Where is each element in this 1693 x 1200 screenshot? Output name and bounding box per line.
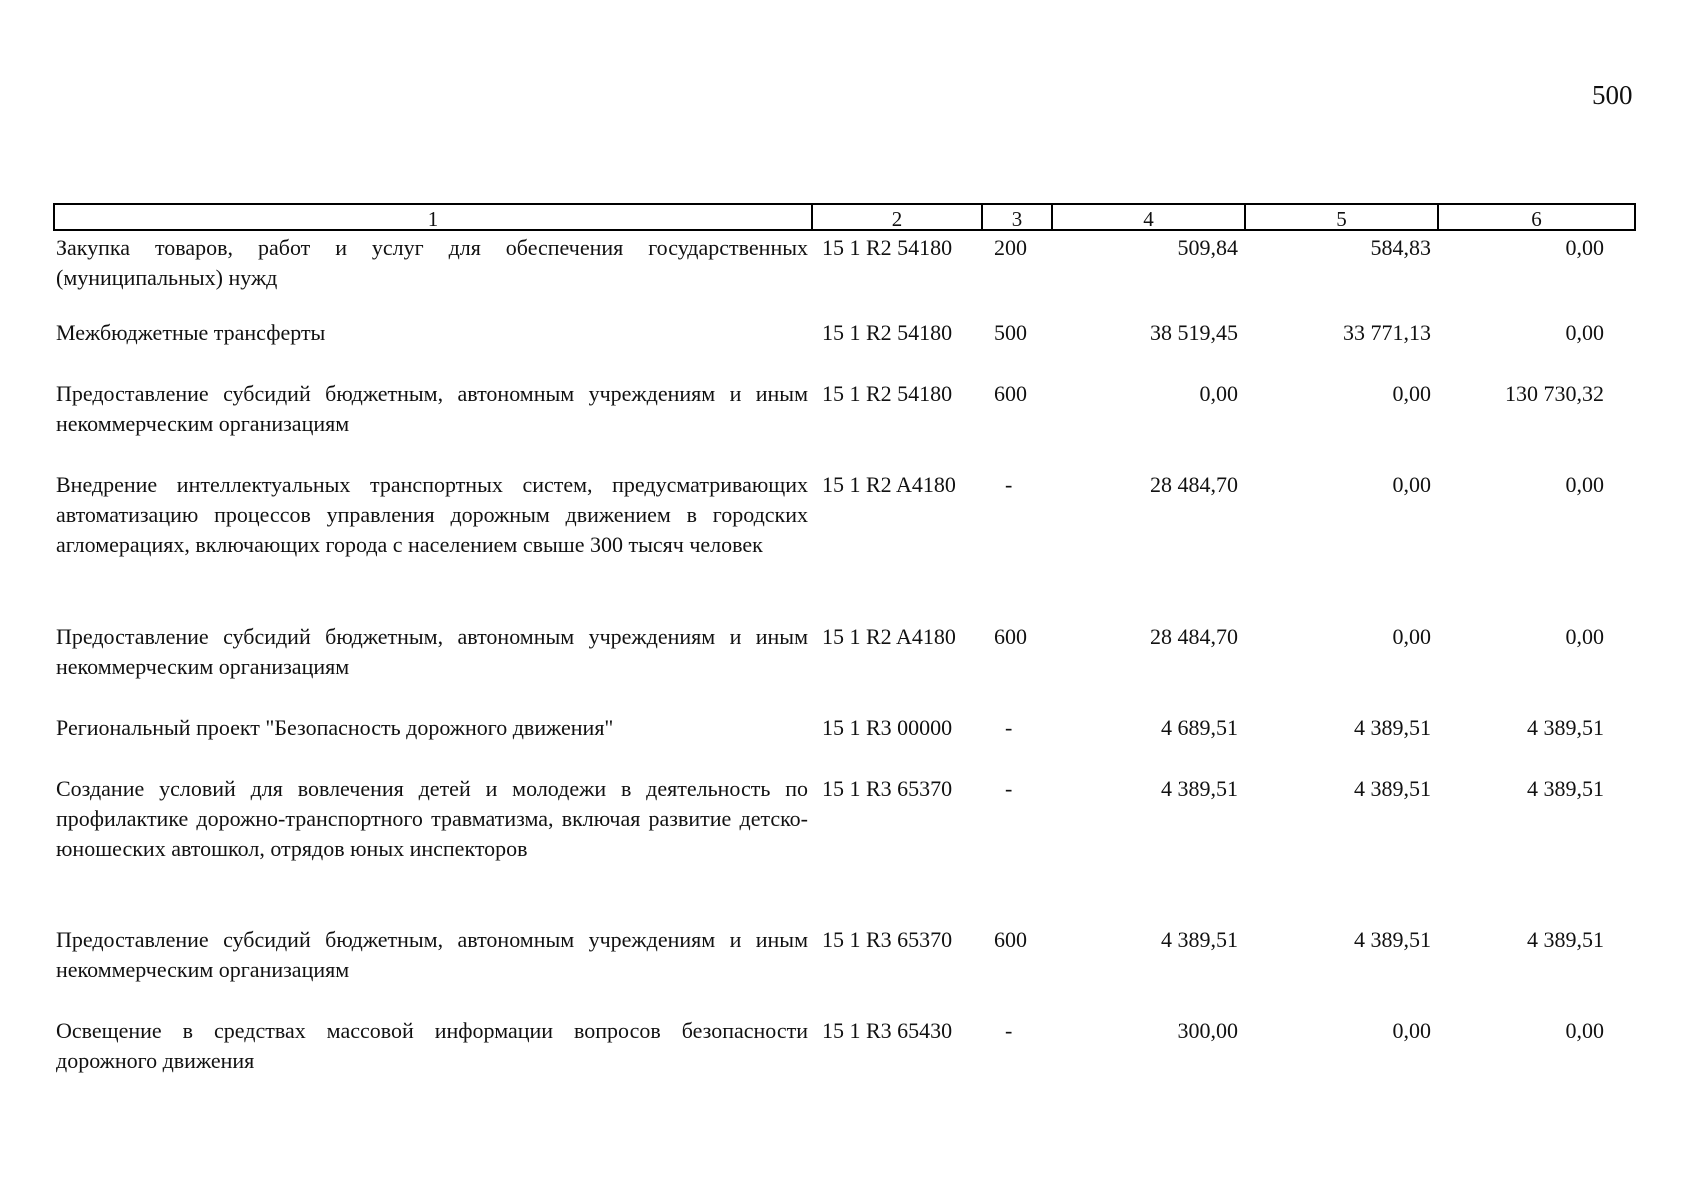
row-name: Создание условий для вовлечения детей и молодежи в деятельность по профилактике дорожно-транспортного травматизма, включая развитие детско-юношеских автошкол, отрядов юных инспекторов bbox=[56, 776, 808, 861]
row-type: - bbox=[1005, 472, 1013, 497]
row-code: 15 1 R3 65370 bbox=[822, 776, 953, 801]
row-name: Освещение в средствах массовой информации вопросов безопасности дорожного движения bbox=[56, 1018, 808, 1073]
table-row bbox=[53, 774, 1636, 864]
row-name: Внедрение интеллектуальных транспортных систем, предусматривающих автоматизацию процессов управления дорожным движением в городских агломерациях, включающих города с населением свыше 300 тысяч человек bbox=[56, 472, 808, 557]
row-type: 600 bbox=[994, 381, 1027, 406]
table-row bbox=[53, 1016, 1636, 1076]
row-value-5: 0,00 bbox=[1392, 381, 1431, 406]
row-type: 200 bbox=[994, 235, 1027, 260]
row-value-4: 4 389,51 bbox=[1161, 776, 1238, 801]
row-value-5: 4 389,51 bbox=[1354, 927, 1431, 952]
page-number: 500 bbox=[1592, 80, 1633, 110]
row-value-4: 509,84 bbox=[1177, 235, 1238, 260]
table-row bbox=[53, 233, 1636, 293]
table-row bbox=[53, 318, 1636, 348]
row-type: 600 bbox=[994, 927, 1027, 952]
row-value-5: 33 771,13 bbox=[1343, 320, 1431, 345]
header-col-6: 6 bbox=[1531, 207, 1542, 231]
row-code: 15 1 R2 54180 bbox=[822, 320, 953, 345]
row-code: 15 1 R2 A4180 bbox=[822, 624, 956, 649]
table-row bbox=[53, 379, 1636, 439]
row-value-5: 0,00 bbox=[1392, 1018, 1431, 1043]
row-value-4: 28 484,70 bbox=[1150, 472, 1238, 497]
row-code: 15 1 R2 54180 bbox=[822, 381, 953, 406]
table-row bbox=[53, 622, 1636, 682]
row-code: 15 1 R3 65430 bbox=[822, 1018, 953, 1043]
header-col-4: 4 bbox=[1053, 205, 1246, 229]
table-row bbox=[53, 470, 1636, 560]
budget-table bbox=[53, 203, 1636, 1073]
row-value-5: 4 389,51 bbox=[1354, 776, 1431, 801]
row-name: Региональный проект "Безопасность дорожного движения" bbox=[56, 715, 614, 740]
table-header-row bbox=[53, 203, 1636, 231]
row-value-5: 584,83 bbox=[1370, 235, 1431, 260]
row-type: - bbox=[1005, 776, 1013, 801]
row-type: - bbox=[1005, 1018, 1013, 1043]
row-value-5: 4 389,51 bbox=[1354, 715, 1431, 740]
header-col-3: 3 bbox=[983, 205, 1053, 229]
row-name: Закупка товаров, работ и услуг для обеспечения государственных (муниципальных) нужд bbox=[56, 235, 808, 290]
row-value-4: 300,00 bbox=[1177, 1018, 1238, 1043]
header-col-1: 1 bbox=[55, 205, 813, 229]
row-type: - bbox=[1005, 715, 1013, 740]
row-value-6: 0,00 bbox=[1565, 235, 1604, 260]
table-row bbox=[53, 713, 1636, 743]
row-code: 15 1 R2 54180 bbox=[822, 235, 953, 260]
row-value-5: 0,00 bbox=[1392, 624, 1431, 649]
row-value-6: 4 389,51 bbox=[1527, 927, 1604, 952]
row-value-6: 0,00 bbox=[1565, 320, 1604, 345]
row-code: 15 1 R2 A4180 bbox=[822, 472, 956, 497]
row-value-4: 4 689,51 bbox=[1161, 715, 1238, 740]
row-value-6: 4 389,51 bbox=[1527, 776, 1604, 801]
header-col-5: 5 bbox=[1246, 205, 1439, 229]
row-value-6: 130 730,32 bbox=[1505, 381, 1604, 406]
row-name: Предоставление субсидий бюджетным, автономным учреждениям и иным некоммерческим организациям bbox=[56, 624, 808, 679]
row-value-4: 38 519,45 bbox=[1150, 320, 1238, 345]
row-name: Межбюджетные трансферты bbox=[56, 320, 326, 345]
row-code: 15 1 R3 65370 bbox=[822, 927, 953, 952]
row-value-4: 4 389,51 bbox=[1161, 927, 1238, 952]
row-value-4: 28 484,70 bbox=[1150, 624, 1238, 649]
row-value-6: 0,00 bbox=[1565, 624, 1604, 649]
row-type: 500 bbox=[994, 320, 1027, 345]
row-value-6: 4 389,51 bbox=[1527, 715, 1604, 740]
row-code: 15 1 R3 00000 bbox=[822, 715, 953, 740]
row-type: 600 bbox=[994, 624, 1027, 649]
row-value-4: 0,00 bbox=[1199, 381, 1238, 406]
row-value-6: 0,00 bbox=[1565, 1018, 1604, 1043]
header-col-2: 2 bbox=[813, 205, 983, 229]
row-value-6: 0,00 bbox=[1565, 472, 1604, 497]
table-row bbox=[53, 925, 1636, 985]
row-name: Предоставление субсидий бюджетным, автономным учреждениям и иным некоммерческим организациям bbox=[56, 381, 808, 436]
row-name: Предоставление субсидий бюджетным, автономным учреждениям и иным некоммерческим организациям bbox=[56, 927, 808, 982]
row-value-5: 0,00 bbox=[1392, 472, 1431, 497]
